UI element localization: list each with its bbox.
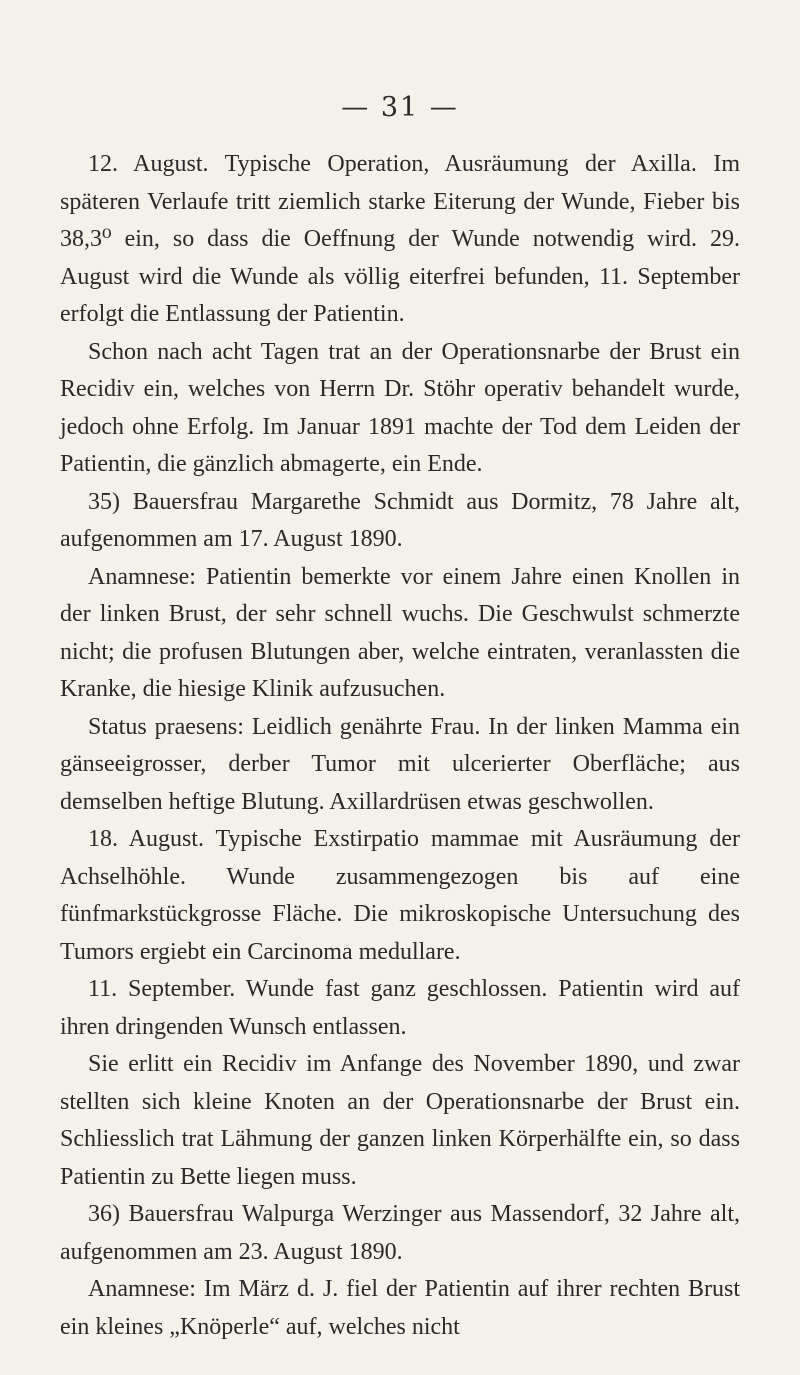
paragraph: Schon nach acht Tagen trat an der Operationsnarbe der Brust ein Recidiv ein, welches von Herrn Dr. Stöhr operativ behandelt wurde, jedoch ohne Erfolg. Im Januar 1891 machte der Tod dem Leiden der Patientin, die gänzlich abmagerte, ein Ende. [60,338,740,477]
page-number: — 31 — [341,92,459,123]
paragraph: Sie erlitt ein Recidiv im Anfange des November 1890, und zwar stellten sich kleine Knoten an der Operationsnarbe der Brust ein. Schliesslich trat Lähmung der ganzen linken Körperhälfte ein, so dass Patientin zu Bette liegen muss. [60,1051,740,1190]
paragraph: 12. August. Typische Operation, Ausräumung der Axilla. Im späteren Verlaufe tritt ziemlich starke Eiterung der Wunde, Fieber bis 38,3⁰ ein, so dass die Oeffnung der Wunde notwendig wird. 29. August wird die Wunde als völlig eiterfrei befunden, 11. September erfolgt die Entlassung der Patientin. [60,151,740,327]
paragraph: 35) Bauersfrau Margarethe Schmidt aus Dormitz, 78 Jahre alt, aufgenommen am 17. August 1890. [60,488,740,552]
paragraph: Anamnese: Patientin bemerkte vor einem Jahre einen Knollen in der linken Brust, der sehr schnell wuchs. Die Geschwulst schmerzte nicht; die profusen Blutungen aber, welche eintraten, veranlassten die Kranke, die hiesige Klinik aufzusuchen. [60,563,740,702]
body-text [60,146,740,1346]
paragraph: Anamnese: Im März d. J. fiel der Patientin auf ihrer rechten Brust ein kleines „Knöperle“ auf, welches nicht [60,1276,740,1340]
paragraph: 18. August. Typische Exstirpatio mammae mit Ausräumung der Achselhöhle. Wunde zusammengezogen bis auf eine fünfmarkstückgrosse Fläche. Die mikroskopische Untersuchung des Tumors ergiebt ein Carcinoma medullare. [60,826,740,965]
paragraph: 36) Bauersfrau Walpurga Werzinger aus Massendorf, 32 Jahre alt, aufgenommen am 23. August 1890. [60,1201,740,1265]
paragraph: Status praesens: Leidlich genährte Frau. In der linken Mamma ein gänseeigrosser, derber Tumor mit ulcerierter Oberfläche; aus demselben heftige Blutung. Axillardrüsen etwas geschwollen. [60,713,740,815]
paragraph: 11. September. Wunde fast ganz geschlossen. Patientin wird auf ihren dringenden Wunsch entlassen. [60,976,740,1040]
